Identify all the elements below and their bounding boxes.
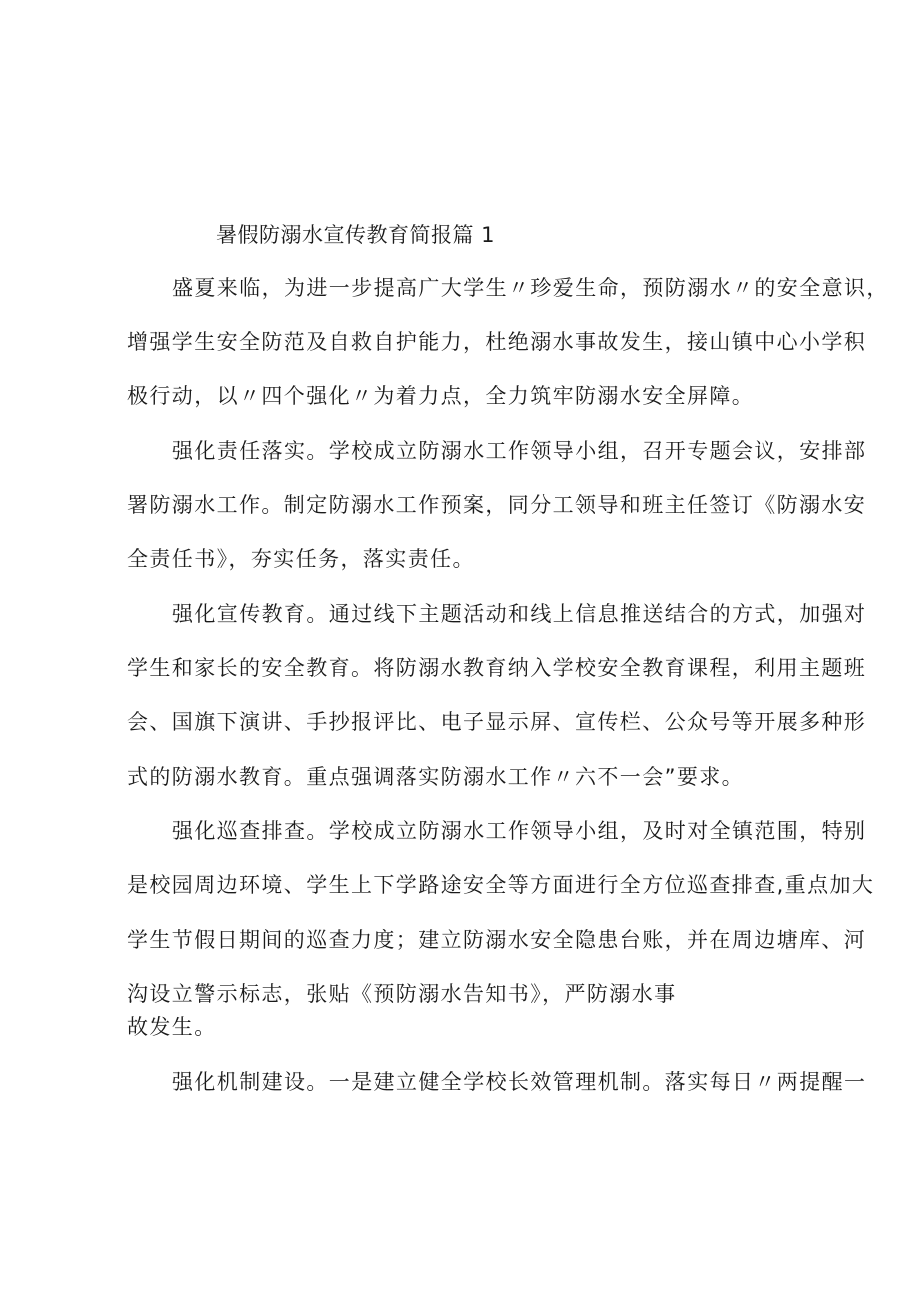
paragraph-5-line-1: 强化机制建设。一是建立健全学校长效管理机制。落实每日〃两提醒一	[172, 1070, 867, 1094]
document-title: 暑假防溺水宣传教育简报篇 1	[216, 223, 496, 247]
paragraph-2-line-3: 全责任书》，夯实任务，落实责任。	[127, 547, 475, 571]
paragraph-2-line-2: 署防溺水工作。制定防溺水工作预案，同分工领导和班主任签订《防溺水安	[127, 493, 867, 517]
paragraph-4-line-5: 故发生。	[127, 1015, 217, 1039]
paragraph-3-line-3: 会、国旗下演讲、手抄报评比、电子显示屏、宣传栏、公众号等开展多种形	[127, 710, 867, 734]
paragraph-3-line-2: 学生和家长的安全教育。将防溺水教育纳入学校安全教育课程，利用主题班	[127, 656, 867, 680]
paragraph-4-line-1: 强化巡查排查。学校成立防溺水工作领导小组，及时对全镇范围，特别	[172, 819, 867, 843]
paragraph-4-line-2: 是校园周边环境、学生上下学路途安全等方面进行全方位巡查排查,重点加大	[127, 873, 875, 897]
paragraph-1-line-3: 极行动，以〃四个强化〃为着力点，全力筑牢防溺水安全屏障。	[127, 384, 755, 408]
paragraph-3-line-1: 强化宣传教育。通过线下主题活动和线上信息推送结合的方式，加强对	[172, 602, 867, 626]
paragraph-2-line-1: 强化责任落实。学校成立防溺水工作领导小组，召开专题会议，安排部	[172, 439, 867, 463]
paragraph-3-line-4: 式的防溺水教育。重点强调落实防溺水工作〃六不一会”要求。	[127, 765, 745, 789]
paragraph-4-line-3: 学生节假日期间的巡查力度；建立防溺水安全隐患台账，并在周边塘库、河	[127, 928, 867, 952]
paragraph-1-line-1: 盛夏来临，为进一步提高广大学生〃珍爱生命，预防溺水〃的安全意识，	[172, 276, 889, 300]
paragraph-1-line-2: 增强学生安全防范及自救自护能力，杜绝溺水事故发生，接山镇中心小学积	[127, 330, 867, 354]
paragraph-4-line-4: 沟设立警示标志，张贴《预防溺水告知书》，严防溺水事	[127, 982, 677, 1006]
